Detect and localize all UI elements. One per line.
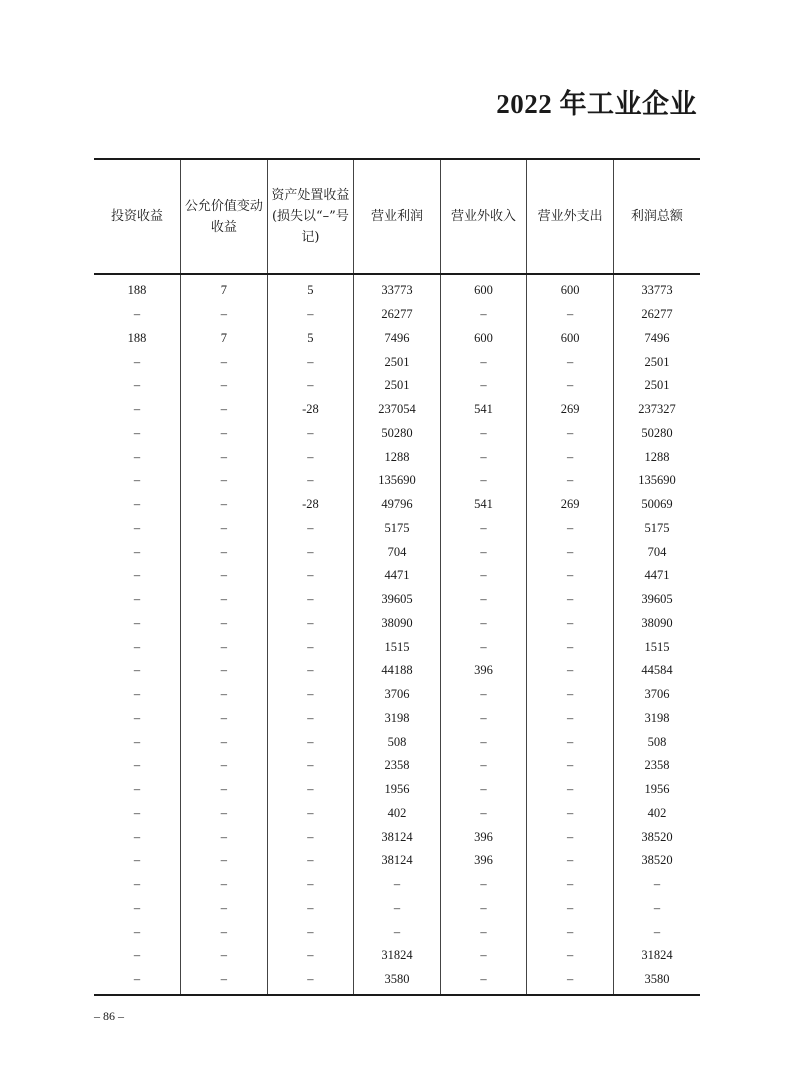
table-cell: – [267, 517, 354, 541]
table-cell: – [440, 897, 527, 921]
table-cell: – [527, 350, 614, 374]
table-cell: – [440, 350, 527, 374]
table-cell: 3580 [613, 968, 700, 995]
table-cell: 2501 [613, 374, 700, 398]
table-cell: – [267, 944, 354, 968]
table-body [94, 274, 700, 995]
table-cell: 7 [181, 327, 268, 351]
table-cell: – [267, 469, 354, 493]
table-cell: – [181, 707, 268, 731]
table-row [94, 849, 700, 873]
table-cell: – [267, 540, 354, 564]
table-cell: – [527, 612, 614, 636]
table-cell: – [267, 707, 354, 731]
table-cell: – [133, 449, 141, 464]
table-cell: – [181, 825, 268, 849]
table-cell: – [133, 592, 141, 607]
table-row [94, 612, 700, 636]
table-cell: – [440, 802, 527, 826]
table-cell: – [527, 469, 614, 493]
table-cell: – [181, 683, 268, 707]
table-cell: – [527, 303, 614, 327]
table-cell: 3198 [354, 707, 441, 731]
table-cell: – [133, 663, 141, 678]
table-row [94, 374, 700, 398]
table-cell: 1288 [613, 445, 700, 469]
table-row [94, 802, 700, 826]
table-cell: 33773 [613, 274, 700, 303]
table-cell: 704 [354, 540, 441, 564]
table-cell: 402 [613, 802, 700, 826]
table-cell: – [527, 588, 614, 612]
table-cell: 188 [127, 330, 147, 345]
table-cell: 26277 [613, 303, 700, 327]
table-row [94, 422, 700, 446]
table-cell: – [133, 877, 141, 892]
table-row [94, 588, 700, 612]
table-cell: 396 [440, 849, 527, 873]
table-cell: – [133, 544, 141, 559]
table-cell: – [181, 873, 268, 897]
table-cell: 31824 [354, 944, 441, 968]
table-cell: 1515 [354, 635, 441, 659]
table-cell: 396 [440, 659, 527, 683]
table-cell: – [267, 303, 354, 327]
table-cell: 1288 [354, 445, 441, 469]
table-cell: – [133, 615, 141, 630]
table-cell: 508 [354, 730, 441, 754]
header-fair-value-change: 公允价值变动收益 [181, 159, 268, 274]
table-cell: – [440, 754, 527, 778]
table-row [94, 327, 700, 351]
table-cell: 2358 [613, 754, 700, 778]
table-cell: 38090 [354, 612, 441, 636]
table-cell: – [133, 734, 141, 749]
table-row [94, 873, 700, 897]
table-cell: – [440, 540, 527, 564]
table-cell: – [267, 754, 354, 778]
table-cell: 269 [527, 398, 614, 422]
table-cell: – [133, 520, 141, 535]
table-row [94, 897, 700, 921]
table-cell: 38520 [613, 825, 700, 849]
table-cell: – [181, 730, 268, 754]
table-row [94, 274, 700, 303]
table-cell: – [181, 849, 268, 873]
table-row [94, 303, 700, 327]
table-cell: 2501 [613, 350, 700, 374]
table-cell: – [527, 849, 614, 873]
statistics-table [94, 158, 700, 996]
table-cell: 31824 [613, 944, 700, 968]
table-cell: – [181, 659, 268, 683]
table-cell: – [181, 398, 268, 422]
table-cell: – [267, 659, 354, 683]
header-investment-income: 投资收益 [94, 159, 181, 274]
table-cell: – [527, 873, 614, 897]
table-cell: – [440, 968, 527, 995]
table-row [94, 350, 700, 374]
table-cell: 188 [127, 283, 147, 298]
table-cell: – [267, 422, 354, 446]
table-cell: 3580 [354, 968, 441, 995]
table-row [94, 493, 700, 517]
table-cell: – [181, 374, 268, 398]
table-cell: – [440, 873, 527, 897]
table-cell: – [181, 635, 268, 659]
table-cell: – [613, 920, 700, 944]
table-cell: – [133, 900, 141, 915]
table-cell: – [440, 944, 527, 968]
table-cell: 5175 [613, 517, 700, 541]
table-cell: – [181, 303, 268, 327]
table-cell: -28 [267, 493, 354, 517]
table-cell: – [527, 659, 614, 683]
table-cell: – [181, 754, 268, 778]
table-cell: 44188 [354, 659, 441, 683]
table-cell: – [440, 683, 527, 707]
table-cell: – [267, 873, 354, 897]
table-row [94, 730, 700, 754]
table-cell: – [440, 469, 527, 493]
page-number: – 86 – [94, 1009, 124, 1023]
table-cell: – [181, 778, 268, 802]
table-cell: – [181, 469, 268, 493]
table-cell: – [613, 897, 700, 921]
table-cell: – [133, 425, 141, 440]
header-operating-profit: 营业利润 [354, 159, 441, 274]
table-row [94, 564, 700, 588]
table-cell: 38090 [613, 612, 700, 636]
table-cell: – [133, 639, 141, 654]
header-row [94, 159, 700, 274]
table-cell: – [133, 829, 141, 844]
table-cell: – [527, 517, 614, 541]
page-title: 2022 年工业企业 [496, 89, 697, 119]
table-cell: – [527, 968, 614, 995]
table-cell: – [440, 517, 527, 541]
table-cell: – [181, 517, 268, 541]
table-cell: – [527, 802, 614, 826]
table-row [94, 635, 700, 659]
table-cell: – [267, 612, 354, 636]
table-cell: 1956 [354, 778, 441, 802]
table-cell: 600 [440, 274, 527, 303]
table-cell: – [527, 564, 614, 588]
table-row [94, 754, 700, 778]
table-cell: 7496 [354, 327, 441, 351]
table-cell: – [527, 920, 614, 944]
table-cell: – [527, 540, 614, 564]
table-cell: 541 [440, 398, 527, 422]
table-cell: 7 [181, 274, 268, 303]
table-cell: 3706 [354, 683, 441, 707]
table-cell: – [181, 422, 268, 446]
table-cell: – [613, 873, 700, 897]
table-cell: 704 [613, 540, 700, 564]
table-cell: – [267, 897, 354, 921]
table-cell: – [267, 564, 354, 588]
table-cell: – [133, 354, 141, 369]
table-cell: 44584 [613, 659, 700, 683]
table-cell: 600 [527, 327, 614, 351]
table-cell: – [267, 635, 354, 659]
table-row [94, 944, 700, 968]
table-cell: 33773 [354, 274, 441, 303]
table-cell: – [527, 730, 614, 754]
table-cell: – [440, 303, 527, 327]
table-cell: – [133, 805, 141, 820]
table-cell: – [267, 920, 354, 944]
table-cell: – [267, 350, 354, 374]
table-cell: – [181, 350, 268, 374]
table-cell: – [267, 374, 354, 398]
table-cell: 38124 [354, 825, 441, 849]
table-cell: – [181, 968, 268, 995]
table-cell: – [94, 968, 181, 995]
table-cell: – [354, 920, 441, 944]
table-cell: 541 [440, 493, 527, 517]
table-cell: – [527, 825, 614, 849]
table-cell: – [527, 445, 614, 469]
table-cell: – [440, 445, 527, 469]
table-cell: – [440, 612, 527, 636]
table-cell: – [181, 588, 268, 612]
table-cell: – [133, 782, 141, 797]
table-cell: 1515 [613, 635, 700, 659]
table-cell: – [527, 897, 614, 921]
header-total-profit: 利润总额 [613, 159, 700, 274]
table-cell: – [133, 402, 141, 417]
table-cell: – [133, 307, 141, 322]
table-cell: 38520 [613, 849, 700, 873]
table-cell: 1956 [613, 778, 700, 802]
table-cell: 2358 [354, 754, 441, 778]
table-cell: 4471 [613, 564, 700, 588]
table-cell: – [181, 897, 268, 921]
table-cell: – [267, 683, 354, 707]
table-cell: 26277 [354, 303, 441, 327]
table-cell: 50069 [613, 493, 700, 517]
table-cell: – [181, 802, 268, 826]
table-cell: – [440, 730, 527, 754]
table-cell: – [133, 497, 141, 512]
table-row [94, 659, 700, 683]
table-cell: – [527, 778, 614, 802]
table-cell: – [133, 473, 141, 488]
table-cell: – [440, 588, 527, 612]
table-cell: – [527, 374, 614, 398]
table-cell: 5175 [354, 517, 441, 541]
table-cell: 39605 [613, 588, 700, 612]
table-cell: – [181, 944, 268, 968]
table-cell: – [267, 445, 354, 469]
table-cell: – [133, 948, 141, 963]
table-cell: 39605 [354, 588, 441, 612]
table-cell: – [440, 707, 527, 731]
table-cell: – [527, 707, 614, 731]
table-cell: – [267, 588, 354, 612]
table-cell: – [527, 944, 614, 968]
table-cell: – [133, 853, 141, 868]
table-cell: 269 [527, 493, 614, 517]
table-cell: – [133, 710, 141, 725]
table-cell: 508 [613, 730, 700, 754]
table-cell: – [267, 778, 354, 802]
table-cell: – [440, 920, 527, 944]
table-cell: – [181, 540, 268, 564]
table-cell: – [527, 635, 614, 659]
table-cell: 2501 [354, 374, 441, 398]
table-cell: – [527, 754, 614, 778]
table-row [94, 707, 700, 731]
table-cell: – [440, 422, 527, 446]
table-cell: 135690 [613, 469, 700, 493]
table-row [94, 469, 700, 493]
table-cell: 5 [267, 274, 354, 303]
table-cell: – [181, 493, 268, 517]
table-row [94, 445, 700, 469]
table-cell: – [267, 825, 354, 849]
table-cell: – [527, 683, 614, 707]
table-row [94, 517, 700, 541]
table-cell: – [181, 564, 268, 588]
table-row [94, 683, 700, 707]
table-cell: 5 [267, 327, 354, 351]
table-cell: 237054 [354, 398, 441, 422]
table-cell: 2501 [354, 350, 441, 374]
table-cell: 50280 [354, 422, 441, 446]
table-cell: – [181, 445, 268, 469]
table-cell: – [440, 374, 527, 398]
table-cell: 600 [527, 274, 614, 303]
table-cell: 4471 [354, 564, 441, 588]
table-cell: – [267, 968, 354, 995]
table-row [94, 398, 700, 422]
table-cell: – [527, 422, 614, 446]
table-cell: 600 [440, 327, 527, 351]
table-cell: – [440, 564, 527, 588]
table-cell: – [133, 568, 141, 583]
table-cell: 3198 [613, 707, 700, 731]
table-row [94, 778, 700, 802]
header-non-operating-expense: 营业外支出 [527, 159, 614, 274]
table-cell: – [440, 778, 527, 802]
header-asset-disposal: 资产处置收益(损失以“–”号记) [267, 159, 354, 274]
table-cell: – [267, 802, 354, 826]
table-cell: – [133, 378, 141, 393]
header-non-operating-income: 营业外收入 [440, 159, 527, 274]
table-cell: – [440, 635, 527, 659]
table-cell: 49796 [354, 493, 441, 517]
table-cell: 3706 [613, 683, 700, 707]
table-cell: -28 [267, 398, 354, 422]
table-row [94, 540, 700, 564]
table-cell: – [267, 730, 354, 754]
table-cell: – [181, 920, 268, 944]
table-row [94, 920, 700, 944]
table-cell: – [133, 758, 141, 773]
table-cell: 396 [440, 825, 527, 849]
table-cell: 50280 [613, 422, 700, 446]
table-cell: – [354, 897, 441, 921]
table-cell: 7496 [613, 327, 700, 351]
table-cell: 237327 [613, 398, 700, 422]
table-cell: – [133, 924, 141, 939]
table-cell: – [267, 849, 354, 873]
table-cell: – [181, 612, 268, 636]
table-cell: – [133, 687, 141, 702]
table-row [94, 968, 700, 995]
table-cell: 38124 [354, 849, 441, 873]
table-row [94, 825, 700, 849]
table-cell: 135690 [354, 469, 441, 493]
table-cell: – [354, 873, 441, 897]
table-cell: 402 [354, 802, 441, 826]
